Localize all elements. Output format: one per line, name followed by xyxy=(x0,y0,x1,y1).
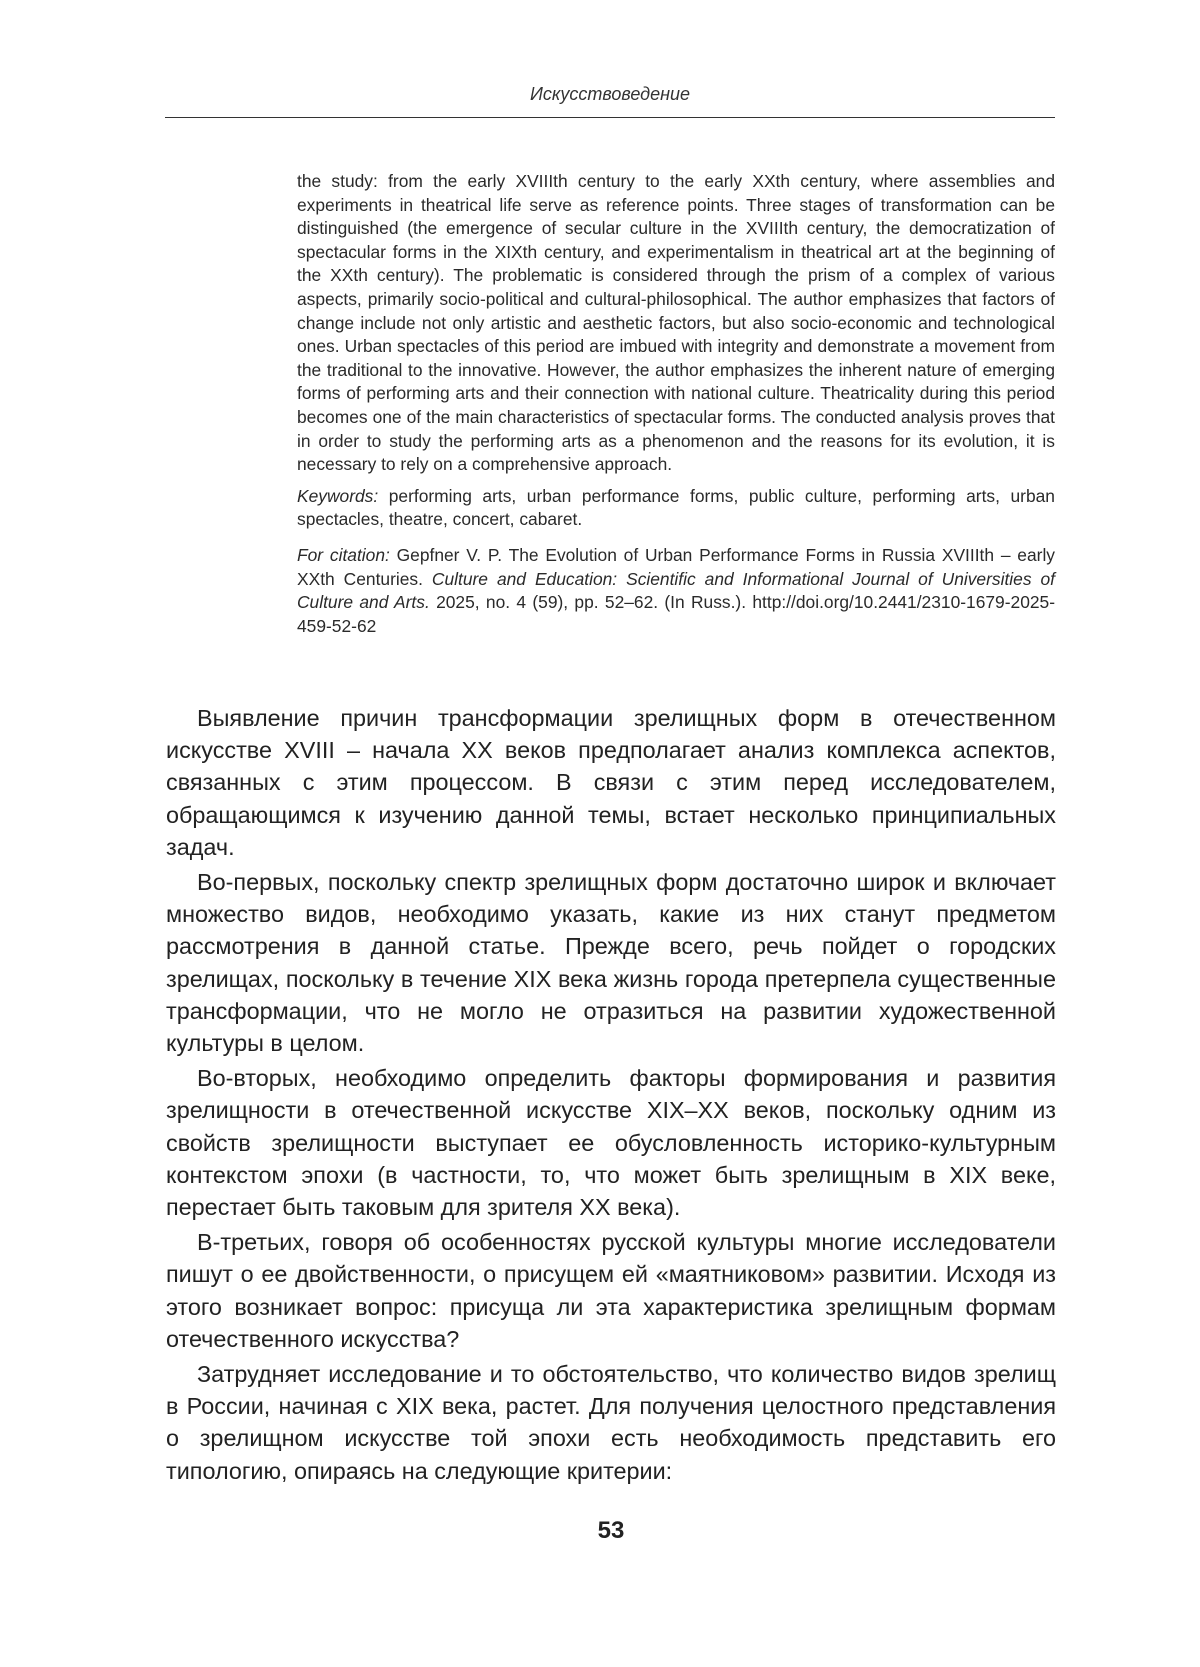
abstract-block xyxy=(297,170,1055,638)
keywords-text: performing arts, urban performance forms, public culture, performing arts, urban spectacles, theatre, concert, cabaret. xyxy=(297,485,1055,530)
page-number: 53 xyxy=(597,1517,625,1544)
paragraph: Выявление причин трансформации зрелищных форм в отечественном искусстве XVIII – начала XX веков предполагает анализ комплекса аспектов, связанных с этим процессом. В связи с этим перед исследователем, обращающимся к изучению данной темы, встает несколько принципиальных задач. xyxy=(166,705,1056,860)
paragraph: Затрудняет исследование и то обстоятельство, что количество видов зрелищ в России, начиная с XIX века, растет. Для получения целостного представления о зрелищном искусстве той эпохи есть необходимость представить его типологию, опираясь на следующие критерии: xyxy=(166,1361,1056,1484)
citation-label: For citation: xyxy=(297,544,390,565)
citation-journal: Culture and Education: Scientific and Informational Journal of Universities of Culture and Arts. xyxy=(297,568,1055,613)
paragraph: В-третьих, говоря об особенностях русской культуры многие исследователи пишут о ее двойственности, о присущем ей «маятниковом» развитии. Исходя из этого возникает вопрос: присуща ли эта характеристика зрелищным формам отечественного искусства? xyxy=(166,1229,1056,1352)
body-text xyxy=(166,702,1056,1490)
citation-authors: Gepfner V. P. The Evolution of Urban Performance Forms in Russia XVIIIth – early XXth Centuries. xyxy=(297,544,1056,589)
keywords-label: Keywords: xyxy=(297,485,379,506)
paragraph: Во-вторых, необходимо определить факторы формирования и развития зрелищности в отечественной искусстве XIX–XX веков, поскольку одним из свойств зрелищности выступает ее обусловленность историко-культурным контекстом эпохи (в частности, то, что может быть зрелищным в XIX веке, перестает быть таковым для зрителя XX века). xyxy=(166,1065,1056,1221)
citation-details: 2025, no. 4 (59), pp. 52–62. (In Russ.). http://doi.org/10.2441/2310-1679-2025-459-52-62 xyxy=(297,592,1055,636)
header-rule xyxy=(165,117,1055,118)
paragraph: Во-первых, поскольку спектр зрелищных форм достаточно широк и включает множество видов, необходимо указать, какие из них станут предметом рассмотрения в данной статье. Прежде всего, речь пойдет о городских зрелищах, поскольку в течение XIX века жизнь города претерпела существенные трансформации, что не могло не отразиться на развитии художественной культуры в целом. xyxy=(166,869,1056,1057)
running-header: Искусствоведение xyxy=(529,84,691,104)
keywords xyxy=(297,485,1055,532)
abstract-text: the study: from the early XVIIIth century to the early XXth century, where assemblies and experiments in theatrical life serve as reference points. Three stages of transformation can be distinguished (the emergence of secular culture in the XVIIIth century, the democratization of spectacular forms in the XIXth century, and experimentalism in theatrical art at the beginning of the XXth century). The problematic is considered through the prism of a complex of various aspects, primarily socio-political and cultural-philosophical. The author emphasizes that factors of change include not only artistic and aesthetic factors, but also socio-economic and technological ones. Urban spectacles of this period are imbued with integrity and demonstrate a movement from the traditional to the innovative. However, the author emphasizes the inherent nature of emerging forms of performing arts and their connection with national culture. Theatricality during this period becomes one of the main characteristics of spectacular forms. The conducted analysis proves that in order to study the performing arts as a phenomenon and the reasons for its evolution, it is necessary to rely on a comprehensive approach. xyxy=(297,171,1055,475)
citation xyxy=(297,544,1055,638)
